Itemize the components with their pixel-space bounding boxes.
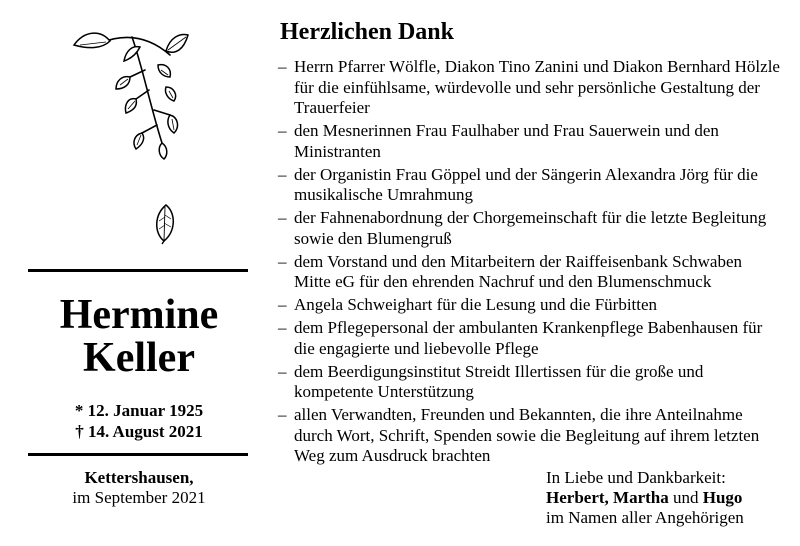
- dash-bullet: –: [278, 164, 287, 184]
- thanks-item-text: der Fahnenabordnung der Chorgemeinschaft für die letzte Begleitung sowie den Blumengruß: [294, 208, 767, 248]
- signers: [546, 488, 744, 508]
- town: Kettershausen,: [84, 468, 194, 487]
- thanks-item-text: Herrn Pfarrer Wölfle, Diakon Tino Zanini und Diakon Bernhard Hölzle für die einfühlsame, würdevolle und sehr persönliche Gestaltung der Trauerfeier: [294, 57, 780, 117]
- deceased-first-name: Hermine: [59, 292, 219, 338]
- thanks-item: [278, 362, 783, 403]
- thanks-item-text: Angela Schweighart für die Lesung und die Fürbitten: [294, 295, 658, 314]
- signer-name-2: Hugo: [702, 488, 743, 507]
- thanks-heading: Herzlichen Dank: [280, 19, 454, 45]
- dash-bullet: –: [278, 318, 287, 337]
- dash-bullet: –: [278, 295, 287, 314]
- dash-bullet: –: [278, 208, 287, 227]
- divider-bottom: [28, 453, 248, 456]
- thanks-item: [278, 165, 783, 206]
- dash-bullet: –: [278, 405, 287, 424]
- thanks-item: [278, 121, 783, 162]
- thanks-item-text: dem Pflegepersonal der ambulanten Krankenpflege Babenhausen für die engagierte und liebevolle Pflege: [294, 318, 763, 358]
- closing-line: In Liebe und Dankbarkeit:: [546, 468, 726, 487]
- thanks-item-text: dem Beerdigungsinstitut Streidt Illertissen für die große und kompetente Unterstützung: [294, 361, 704, 401]
- thanks-list: [278, 57, 783, 469]
- deceased-last-name: Keller: [83, 335, 195, 381]
- thanks-item: [278, 252, 783, 293]
- birth-date: * 12. Januar 1925: [74, 401, 204, 420]
- place-and-date: [28, 468, 250, 508]
- birch-branch-icon: [70, 25, 190, 160]
- thanks-item: [278, 57, 783, 119]
- closing-signature: [546, 468, 744, 528]
- life-dates: [28, 400, 250, 442]
- thanks-item: [278, 405, 783, 467]
- thanks-item-text: den Mesnerinnen Frau Faulhaber und Frau Sauerwein und den Ministranten: [294, 121, 719, 161]
- dash-bullet: –: [278, 121, 287, 140]
- closing-family: im Namen aller Angehörigen: [546, 508, 744, 527]
- death-date: † 14. August 2021: [75, 422, 203, 441]
- thanks-item: [278, 208, 783, 249]
- memorial-panel: [0, 0, 280, 546]
- signer-conjunction: und: [672, 488, 699, 507]
- dash-bullet: –: [278, 57, 287, 76]
- thanks-item-text: der Organistin Frau Göppel und der Sängerin Alexandra Jörg für die musikalische Umrahmung: [294, 164, 758, 204]
- dash-bullet: –: [278, 361, 287, 381]
- dash-bullet: –: [278, 251, 287, 271]
- thanks-item: [278, 295, 783, 316]
- falling-leaf-icon: [150, 203, 180, 245]
- signer-names-1: Herbert, Martha: [546, 488, 669, 507]
- month-year: im September 2021: [72, 488, 206, 507]
- divider-top: [28, 269, 248, 272]
- thanks-item: [278, 318, 783, 359]
- thanks-item-text: allen Verwandten, Freunden und Bekannten, die ihre Anteilnahme durch Wort, Schrift, Spenden sowie die Begleitung auf ihrem letzten Weg zum Ausdruck brachten: [294, 405, 760, 465]
- thanks-item-text: dem Vorstand und den Mitarbeitern der Raiffeisenbank Schwaben Mitte eG für den ehrenden Nachruf und den Blumenschmuck: [294, 251, 743, 291]
